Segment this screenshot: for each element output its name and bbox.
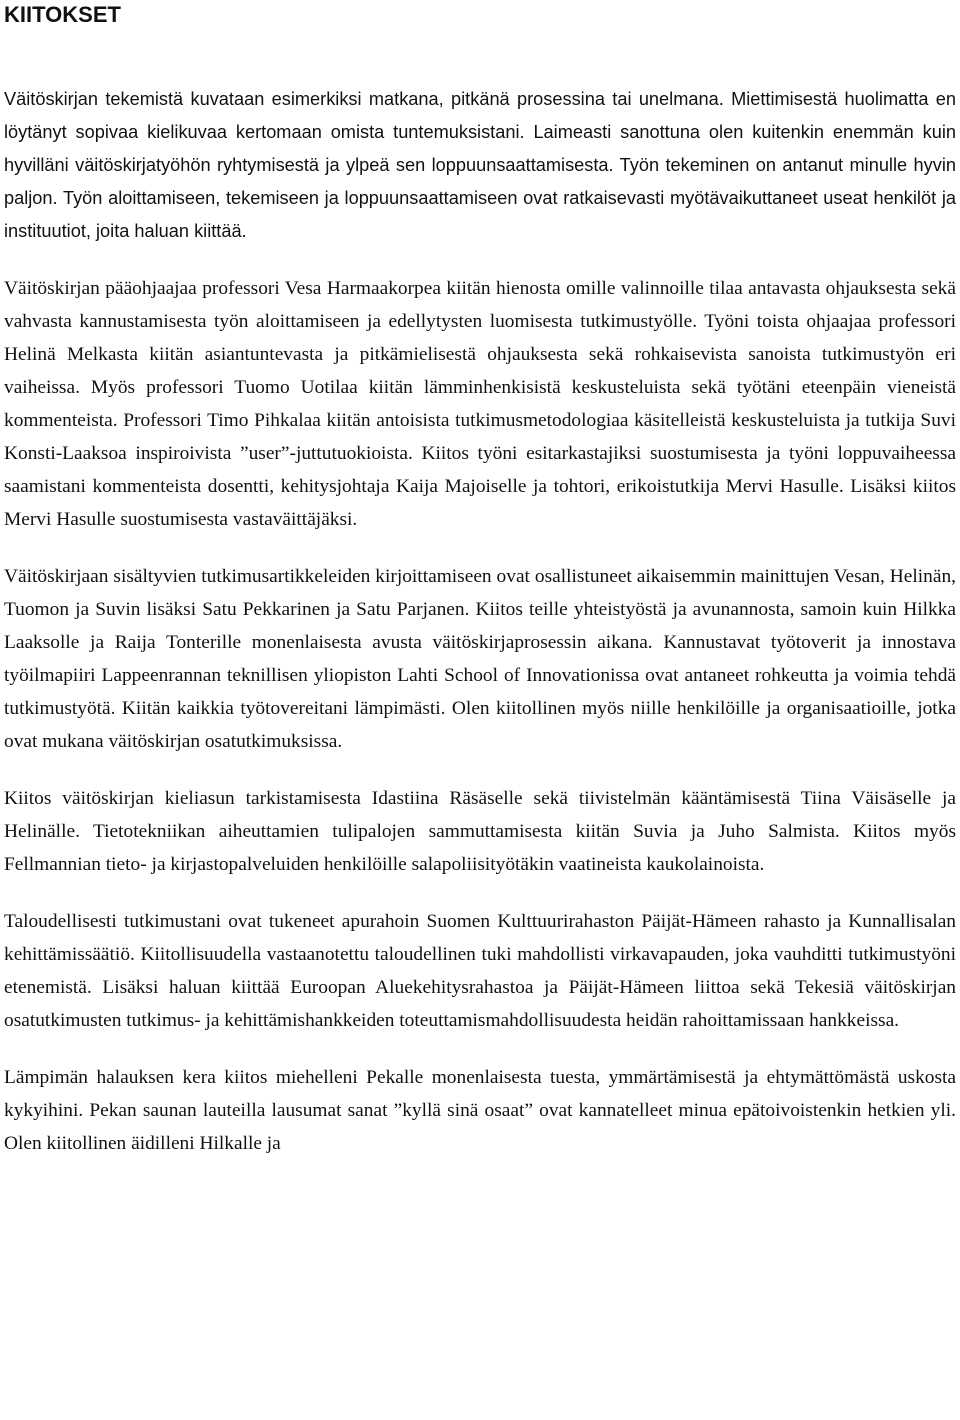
paragraph-funding: Taloudellisesti tutkimustani ovat tukeneet apurahoin Suomen Kulttuurirahaston Päijät-Hämeen rahasto ja Kunnallisalan kehittämissäätiö. Kiitollisuudella vastaanotettu taloudellinen tuki mahdollisti virkavapauden, joka vauhditti tutkimustyöni etenemistä. Lisäksi haluan kiittää Euroopan Aluekehitysrahastoa ja Päijät-Hämeen liittoa sekä Tekesiä väitöskirjan osatutkimusten tutkimus- ja kehittämishankkeiden toteuttamismahdollisuudesta heidän rahoittamissaan hankkeissa. [4,911,956,1031]
paragraph-supervisors: Väitöskirjan pääohjaajaa professori Vesa Harmaakorpea kiitän hienosta omille valinnoille tilaa antavasta ohjauksesta sekä vahvasta kannustamisesta työn aloittamiseen ja edellytysten luomisesta tutkimustyölle. Työni toista ohjaajaa professori Helinä Melkasta kiitän asiantuntevasta ja pitkämielisestä ohjauksesta sekä rohkaisevista sanoista tutkimustyön eri vaiheissa. Myös professori Tuomo Uotilaa kiitän lämminhenkisistä keskusteluista sekä työtäni eteenpäin vieneistä kommenteista. Professori Timo Pihkalaa kiitän antoisista tutkimusmetodologiaa käsitelleistä keskusteluista ja tutkija Suvi Konsti-Laaksoa inspiroivista ”user”-juttutuokioista. Kiitos työni esitarkastajiksi suostumisesta ja työni loppuvaiheessa saamistani kommenteista dosentti, kehitysjohtaja Kaija Majoiselle ja tohtori, erikoistutkija Mervi Hasulle. Lisäksi kiitos Mervi Hasulle suostumisesta vastaväittäjäksi. [4,278,956,530]
paragraph-introduction: Väitöskirjan tekemistä kuvataan esimerkiksi matkana, pitkänä prosessina tai unelmana. Miettimisestä huolimatta en löytänyt sopivaa kielikuvaa kertomaan omista tuntemuksistani. Laimeasti sanottuna olen kuitenkin enemmän kuin hyvilläni väitöskirjatyöhön ryhtymisestä ja ylpeä sen loppuunsaattamisesta. Työn tekeminen on antanut minulle hyvin paljon. Työn aloittamiseen, tekemiseen ja loppuunsaattamiseen ovat ratkaisevasti myötävaikuttaneet useat henkilöt ja instituutiot, joita haluan kiittää. [4,89,956,241]
page-title: KIITOKSET [4,2,121,27]
paragraph-coauthors: Väitöskirjaan sisältyvien tutkimusartikkeleiden kirjoittamiseen ovat osallistuneet aikaisemmin mainittujen Vesan, Helinän, Tuomon ja Suvin lisäksi Satu Pekkarinen ja Satu Parjanen. Kiitos teille yhteistyöstä ja avunannosta, samoin kuin Hilkka Laaksolle ja Raija Tonterille monenlaisesta avusta väitöskirjaprosessin aikana. Kannustavat työtoverit ja innostava työilmapiiri Lappeenrannan teknillisen yliopiston Lahti School of Innovationissa ovat antaneet rohkeutta ja voimia tehdä tutkimustyötä. Kiitän kaikkia työtovereitani lämpimästi. Olen kiitollinen myös niille henkilöille ja organisaatioille, jotka ovat mukana väitöskirjan osatutkimuksissa. [4,566,956,752]
paragraph-family: Lämpimän halauksen kera kiitos miehelleni Pekalle monenlaisesta tuesta, ymmärtämisestä ja ehtymättömästä uskosta kykyihini. Pekan saunan lauteilla lausumat sanat ”kyllä sinä osaat” ovat kannatelleet minua epätoivoistenkin hetkien yli. Olen kiitollinen äidilleni Hilkalle ja [4,1067,956,1154]
paragraph-language-help: Kiitos väitöskirjan kieliasun tarkistamisesta Idastiina Räsäselle sekä tiivistelmän kääntämisestä Tiina Väisäselle ja Helinälle. Tietotekniikan aiheuttamien tulipalojen sammuttamisesta kiitän Suvia ja Juho Salmista. Kiitos myös Fellmannian tieto- ja kirjastopalveluiden henkilöille salapoliisityötäkin vaatineista kaukolainoista. [4,788,956,875]
